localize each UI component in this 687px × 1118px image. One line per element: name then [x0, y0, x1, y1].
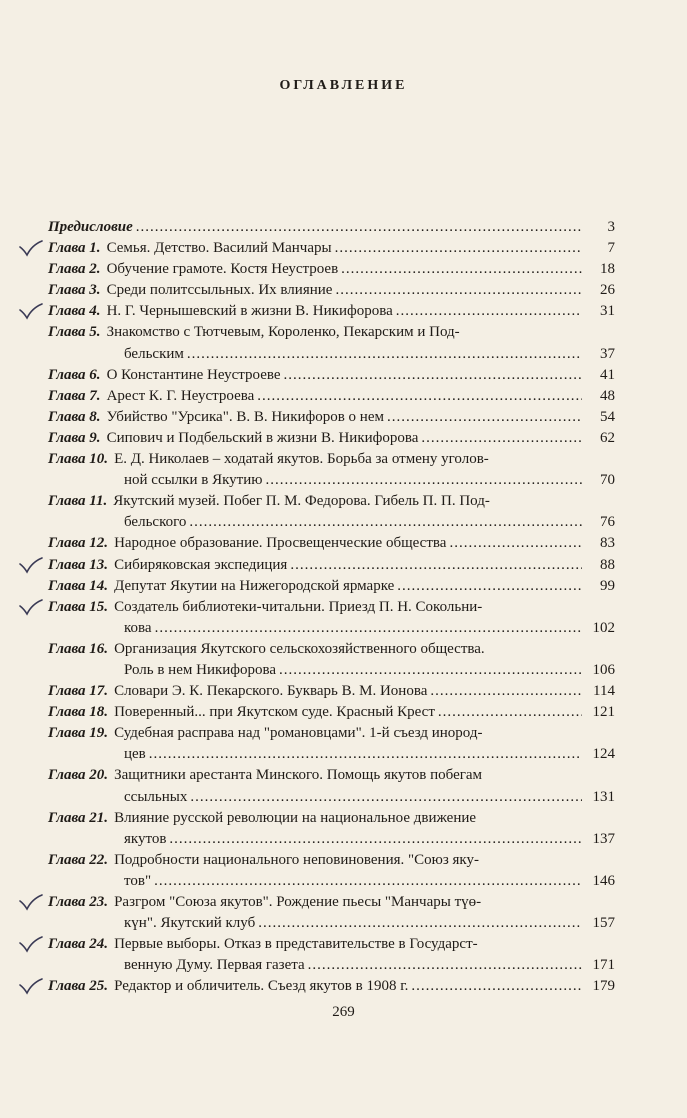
- toc-entry: [0, 597, 687, 639]
- toc-entry: [0, 259, 687, 280]
- leader-dots: [290, 555, 582, 576]
- chapter-title: Разгром "Союза якутов". Рождение пьесы "Манчары түө-: [114, 894, 482, 910]
- chapter-title: цев: [124, 746, 146, 763]
- leader-dots: [155, 618, 582, 639]
- chapter-label: Глава 12.: [48, 535, 109, 552]
- chapter-label: Глава 18.: [48, 704, 109, 721]
- toc-entry: [0, 428, 687, 449]
- chapter-title: Среди политссыльных. Их влияние: [106, 282, 333, 299]
- table-of-contents: [0, 217, 687, 997]
- chapter-title: Знакомство с Тютчевым, Короленко, Пекарским и Под-: [106, 324, 460, 341]
- chapter-title: Якутский музей. Побег П. М. Федорова. Гибель П. П. Под-: [113, 493, 490, 510]
- leader-dots: [387, 407, 582, 428]
- leader-dots: [335, 238, 582, 259]
- leader-dots: [411, 976, 582, 997]
- chapter-page-number: 31: [600, 303, 615, 320]
- chapter-page-number: 99: [600, 577, 615, 594]
- chapter-page-number: 146: [592, 872, 615, 889]
- chapter-page-number: 7: [607, 240, 615, 257]
- chapter-page-number: 137: [592, 830, 615, 847]
- leader-dots: [136, 217, 582, 238]
- chapter-title: бельского: [124, 514, 187, 531]
- checkmark-icon: [18, 302, 44, 320]
- leader-dots: [169, 829, 582, 850]
- chapter-title: О Константине Неустроеве: [106, 366, 281, 383]
- chapter-page-number: 26: [600, 282, 615, 299]
- chapter-page-number: 114: [593, 683, 615, 700]
- toc-entry: [0, 808, 687, 850]
- chapter-label: Глава 8.: [48, 408, 101, 425]
- toc-entry: [0, 238, 687, 259]
- toc-entry: [0, 681, 687, 702]
- chapter-title: Подробности национального неповиновения. "Союз яку-: [114, 851, 479, 868]
- chapter-page-number: 106: [592, 661, 615, 678]
- checkmark-icon: [18, 893, 44, 911]
- toc-entry: [0, 892, 687, 934]
- leader-dots: [397, 576, 582, 597]
- chapter-title: Судебная расправа над "романовцами". 1-й съезд инород-: [114, 725, 483, 742]
- chapter-title: бельским: [124, 345, 184, 362]
- chapter-page-number: 70: [600, 472, 615, 489]
- chapter-title: күн". Якутский клуб: [124, 915, 256, 932]
- chapter-page-number: 179: [592, 978, 615, 995]
- chapter-page-number: 88: [600, 556, 615, 573]
- chapter-title: Сипович и Подбельский в жизни В. Никифорова: [106, 429, 419, 446]
- chapter-title: Защитники арестанта Минского. Помощь якутов побегам: [114, 767, 483, 784]
- chapter-label: Глава 19.: [48, 725, 109, 742]
- toc-entry: [0, 301, 687, 322]
- chapter-title: якутов: [124, 830, 167, 847]
- toc-entry: [0, 934, 687, 976]
- leader-dots: [265, 470, 582, 491]
- toc-entry: [0, 702, 687, 723]
- toc-entry: [0, 365, 687, 386]
- chapter-label: Глава 13.: [48, 556, 109, 573]
- chapter-page-number: 131: [592, 788, 615, 805]
- chapter-page-number: 3: [607, 219, 615, 235]
- chapter-label: Предисловие: [48, 219, 133, 235]
- page-title: ОГЛАВЛЕНИЕ: [279, 78, 408, 93]
- chapter-page-number: 76: [600, 514, 615, 531]
- toc-entry: [0, 533, 687, 554]
- chapter-label: Глава 3.: [48, 282, 101, 299]
- chapter-label: Глава 23.: [48, 894, 109, 910]
- checkmark-icon: [18, 977, 44, 995]
- chapter-title: Поверенный... при Якутском суде. Красный Крест: [114, 704, 435, 721]
- leader-dots: [149, 744, 582, 765]
- chapter-label: Глава 1.: [48, 240, 101, 257]
- chapter-page-number: 54: [600, 408, 615, 425]
- chapter-title: Редактор и обличитель. Съезд якутов в 1908 г.: [114, 978, 409, 995]
- page-number: 269: [332, 1004, 355, 1020]
- toc-entry: [0, 765, 687, 807]
- toc-entry: [0, 217, 687, 238]
- chapter-page-number: 102: [592, 619, 615, 636]
- leader-dots: [438, 702, 582, 723]
- chapter-page-number: 18: [600, 261, 615, 278]
- chapter-title: Народное образование. Просвещенческие общества: [114, 535, 447, 552]
- chapter-label: Глава 15.: [48, 598, 109, 615]
- leader-dots: [190, 787, 582, 808]
- checkmark-icon: [18, 556, 44, 574]
- chapter-title: Арест К. Г. Неустроева: [106, 387, 255, 404]
- chapter-title: венную Думу. Первая газета: [124, 957, 305, 974]
- chapter-page-number: 83: [600, 535, 615, 552]
- chapter-title: кова: [124, 619, 152, 636]
- leader-dots: [279, 660, 582, 681]
- toc-entry: [0, 976, 687, 997]
- chapter-label: Глава 11.: [48, 493, 108, 510]
- chapter-label: Глава 5.: [48, 324, 101, 341]
- leader-dots: [396, 301, 582, 322]
- leader-dots: [284, 365, 582, 386]
- chapter-page-number: 121: [592, 704, 615, 721]
- toc-entry: [0, 386, 687, 407]
- chapter-title: Влияние русской революции на национальное движение: [114, 809, 477, 826]
- chapter-label: Глава 21.: [48, 809, 109, 826]
- chapter-title: Н. Г. Чернышевский в жизни В. Никифорова: [106, 303, 393, 320]
- chapter-page-number: 37: [600, 345, 615, 362]
- chapter-title: ной ссылки в Якутию: [124, 472, 263, 489]
- chapter-page-number: 171: [592, 957, 615, 974]
- chapter-title: Сибиряковская экспедиция: [114, 556, 288, 573]
- leader-dots: [189, 512, 582, 533]
- toc-entry: [0, 723, 687, 765]
- leader-dots: [187, 344, 582, 365]
- chapter-title: Создатель библиотеки-читальни. Приезд П. Н. Сокольни-: [114, 598, 483, 615]
- leader-dots: [421, 428, 582, 449]
- toc-entry: [0, 555, 687, 576]
- chapter-label: Глава 20.: [48, 767, 109, 784]
- leader-dots: [430, 681, 582, 702]
- chapter-page-number: 62: [600, 429, 615, 446]
- leader-dots: [335, 280, 582, 301]
- chapter-page-number: 124: [592, 746, 615, 763]
- chapter-label: Глава 14.: [48, 577, 109, 594]
- chapter-title: тов": [124, 872, 152, 889]
- chapter-label: Глава 22.: [48, 851, 109, 868]
- chapter-label: Глава 4.: [48, 303, 101, 320]
- toc-entry: [0, 850, 687, 892]
- chapter-page-number: 41: [600, 366, 615, 383]
- chapter-label: Глава 9.: [48, 429, 101, 446]
- leader-dots: [258, 913, 582, 934]
- toc-entry: [0, 322, 687, 364]
- leader-dots: [154, 871, 582, 892]
- chapter-title: Роль в нем Никифорова: [124, 661, 277, 678]
- toc-entry: [0, 449, 687, 491]
- chapter-page-number: 48: [600, 387, 615, 404]
- toc-entry: [0, 639, 687, 681]
- checkmark-icon: [18, 598, 44, 616]
- toc-entry: [0, 491, 687, 533]
- leader-dots: [257, 386, 582, 407]
- chapter-title: ссыльных: [124, 788, 188, 805]
- chapter-title: Обучение грамоте. Костя Неустроев: [106, 261, 339, 278]
- chapter-title: Семья. Детство. Василий Манчары: [106, 240, 332, 257]
- chapter-label: Глава 16.: [48, 640, 109, 657]
- chapter-title: Организация Якутского сельскохозяйственного общества.: [114, 640, 485, 657]
- chapter-label: Глава 2.: [48, 261, 101, 278]
- toc-entry: [0, 280, 687, 301]
- chapter-title: Убийство "Урсика". В. В. Никифоров о нем: [106, 408, 384, 425]
- chapter-label: Глава 24.: [48, 936, 109, 953]
- chapter-label: Глава 17.: [48, 683, 109, 700]
- chapter-title: Е. Д. Николаев – ходатай якутов. Борьба за отмену уголов-: [114, 451, 489, 468]
- chapter-label: Глава 10.: [48, 451, 109, 468]
- leader-dots: [308, 955, 582, 976]
- chapter-page-number: 157: [592, 915, 615, 932]
- chapter-title: Депутат Якутии на Нижегородской ярмарке: [114, 577, 395, 594]
- checkmark-icon: [18, 935, 44, 953]
- chapter-label: Глава 25.: [48, 978, 109, 995]
- toc-entry: [0, 576, 687, 597]
- chapter-title: Первые выборы. Отказ в представительстве в Государст-: [114, 936, 478, 953]
- chapter-label: Глава 6.: [48, 366, 101, 383]
- leader-dots: [341, 259, 582, 280]
- chapter-title: Словари Э. К. Пекарского. Букварь В. М. Ионова: [114, 683, 428, 700]
- toc-entry: [0, 407, 687, 428]
- checkmark-icon: [18, 239, 44, 257]
- chapter-label: Глава 7.: [48, 387, 101, 404]
- leader-dots: [449, 533, 582, 554]
